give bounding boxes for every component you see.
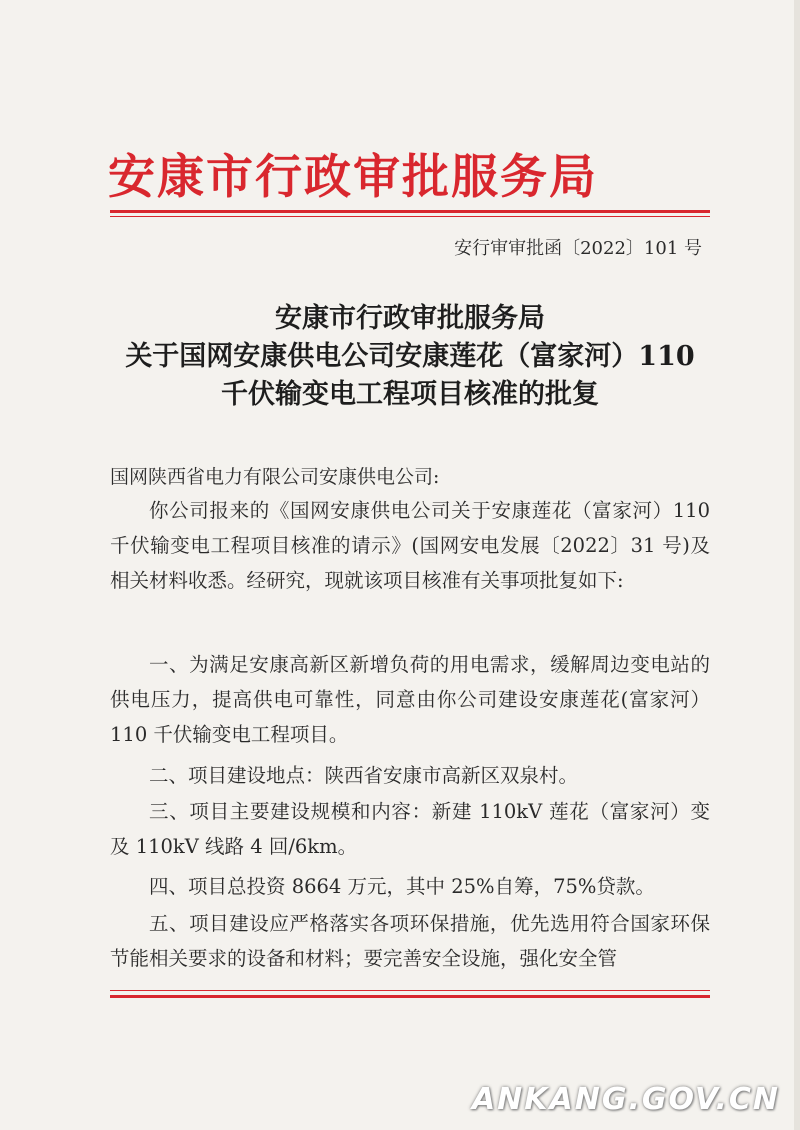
- page-edge: [794, 0, 800, 1130]
- footer-red-rule-thick: [110, 995, 710, 998]
- site-watermark: ANKANG.GOV.CN: [471, 1082, 780, 1117]
- title-line-3: 千伏输变电工程项目核准的批复: [221, 379, 599, 410]
- body-paragraph: 五、项目建设应严格落实各项环保措施，优先选用符合国家环保节能相关要求的设备和材料；要完善安全设施，强化安全管: [110, 912, 710, 970]
- body-paragraph: 三、项目主要建设规模和内容：新建 110kV 莲花（富家河）变及 110kV 线路 4 回/6km。: [110, 800, 710, 858]
- body-paragraph: 二、项目建设地点：陕西省安康市高新区双泉村。: [149, 764, 579, 787]
- document-title: [110, 300, 710, 414]
- body-paragraph: 你公司报来的《国网安康供电公司关于安康莲花（富家河）110 千伏输变电工程项目核准的请示》(国网安电发展〔2022〕31 号)及相关材料收悉。经研究，现就该项目核准有关事项批复如下:: [110, 499, 710, 592]
- title-line-2: 关于国网安康供电公司安康莲花（富家河）110: [125, 341, 695, 372]
- addressee: 国网陕西省电力有限公司安康供电公司:: [110, 466, 440, 488]
- document-number: 安行审审批函〔2022〕101 号: [454, 238, 702, 259]
- body-paragraph: 四、项目总投资 8664 万元，其中 25%自筹，75%贷款。: [149, 875, 655, 898]
- header-red-rule-thin: [110, 216, 710, 217]
- agency-header: 安康市行政审批服务局: [108, 150, 598, 205]
- title-line-1: 安康市行政审批服务局: [275, 303, 545, 334]
- footer-red-rule-thin: [110, 990, 710, 991]
- header-red-rule-thick: [110, 210, 710, 213]
- body-paragraph: 一、为满足安康高新区新增负荷的用电需求，缓解周边变电站的供电压力，提高供电可靠性，同意由你公司建设安康莲花(富家河）110 千伏输变电工程项目。: [110, 653, 710, 746]
